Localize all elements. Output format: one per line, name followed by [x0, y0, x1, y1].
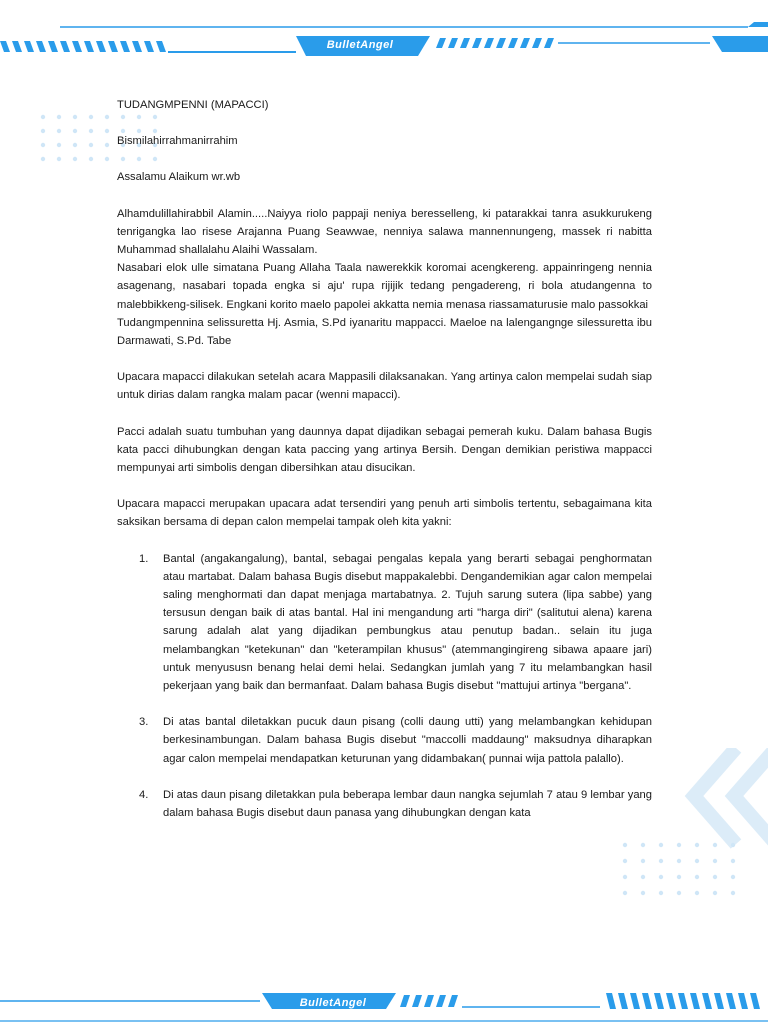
symbol-list — [117, 550, 652, 823]
list-item-text: Di atas bantal diletakkan pucuk daun pisang (colli daung utti) yang melambangkan kehidupan berkesinambungan. Dalam bahasa Bugis disebut "maccolli maddaung" maksudnya diharapkan agar calon mempelai mendapatkan keturunan yang didambakan( punnai wija pattola palallo). — [163, 716, 652, 765]
footer-brand-logo-text: BulletAngel — [299, 997, 367, 1009]
header-chevron-stripes-icon — [0, 0, 768, 60]
page-footer-band — [0, 985, 768, 1024]
opening-basmalah: Bismilahirrahmanirrahim — [117, 135, 238, 148]
paragraph-pacci-meaning: Pacci adalah suatu tumbuhan yang daunnya dapat dijadikan sebagai pemerah kuku. Dalam bahasa Bugis kata pacci dihubungkan dengan kata paccing yang artinya Bersih. Dengan demikian peristiwa mappacci mempunyai arti simbolis dengan dibersihkan atau disucikan. — [117, 425, 652, 475]
list-item-number: 1. — [139, 552, 149, 565]
paragraph-invitation: Nasabari elok ulle simatana Puang Allaha Taala nawerekkik koromai acengkereng. appainringeng nennia asagenang, nasabari topada engka si aju' rupa rijijik tedang pengadereng, ri bola atudangenna to malebbikkeng-silisek. Engkani korito maelo papolei akkatta nemia menasa riassamaturusie malo passokkai — [117, 262, 652, 311]
decorative-dot-grid-right-icon — [620, 840, 750, 900]
list-item — [117, 713, 652, 768]
list-item — [117, 550, 652, 696]
list-item-number: 4. — [139, 788, 149, 801]
greeting: Assalamu Alaikum wr.wb — [117, 171, 241, 184]
paragraph-opening-praise: Alhamdulillahirabbil Alamin.....Naiyya riolo pappaji neniya beresselleng, ki patarakkai tanra asukkurukeng tenrigangka lao risese Arajanna Puang Seawwae, nenniya salawa mannennungeng, massek ri nabitta Muhammad shallalahu Alaihi Wassalam. — [117, 207, 652, 257]
paragraph-announcement: Tudangmpennina selissuretta Hj. Asmia, S.Pd iyanaritu mappacci. Maeloe na lalengangnge silessuretta ibu Darmawati, S.Pd. Tabe — [117, 316, 652, 348]
header-brand-logo-text: BulletAngel — [326, 39, 394, 51]
paragraph-symbolism: Upacara mapacci merupakan upacara adat tersendiri yang penuh arti simbolis tertentu, sebagaimana kita saksikan bersama di depan calon mempelai tampak oleh kita yakni: — [117, 498, 652, 529]
list-item-number: 3. — [139, 716, 149, 729]
document-title: TUDANGMPENNI (MAPACCI) — [117, 99, 269, 111]
list-item-text: Bantal (angakangalung), bantal, sebagai pengalas kepala yang berarti sebagai penghormatan atau martabat. Dalam bahasa Bugis disebut mappakalebbi. Dengandemikian agar calon mempelai saling menghormati dan dapat menjaga martabatnya. 2. Tujuh sarung sutera (lipa sabbe) yang tersusun dengan baik di atas bantal. Hal ini mengandung arti "harga diri" (salitutui alena) karena sarung adalah alat yang dijadikan pembungkus atau penutup badan.. selain itu juga melambangkan "ketekunan" dan "keterampilan khusus" (atemmangingireng sibawa apaare jari) untuk menyususn benang helai demi helai. Sedangkan jumlah yang 7 itu melambangkan hasil pekerjaan yang baik dan bermanfaat. Dalam bahasa Bugis disebut "mattujui artinya "bergana". — [163, 552, 652, 693]
list-item-text: Di atas daun pisang diletakkan pula beberapa lembar daun nangka sejumlah 7 atau 9 lembar yang dalam bahasa Bugis disebut daun panasa yang dihubungkan dengan kata — [163, 788, 652, 820]
page-header-band — [0, 0, 768, 60]
document-body — [117, 96, 652, 822]
paragraph-mapacci-intro: Upacara mapacci dilakukan setelah acara Mappasili dilaksanakan. Yang artinya calon mempelai sudah siap untuk dirias dalam rangka malam pacar (wenni mapacci). — [117, 371, 652, 402]
list-item — [117, 786, 652, 822]
